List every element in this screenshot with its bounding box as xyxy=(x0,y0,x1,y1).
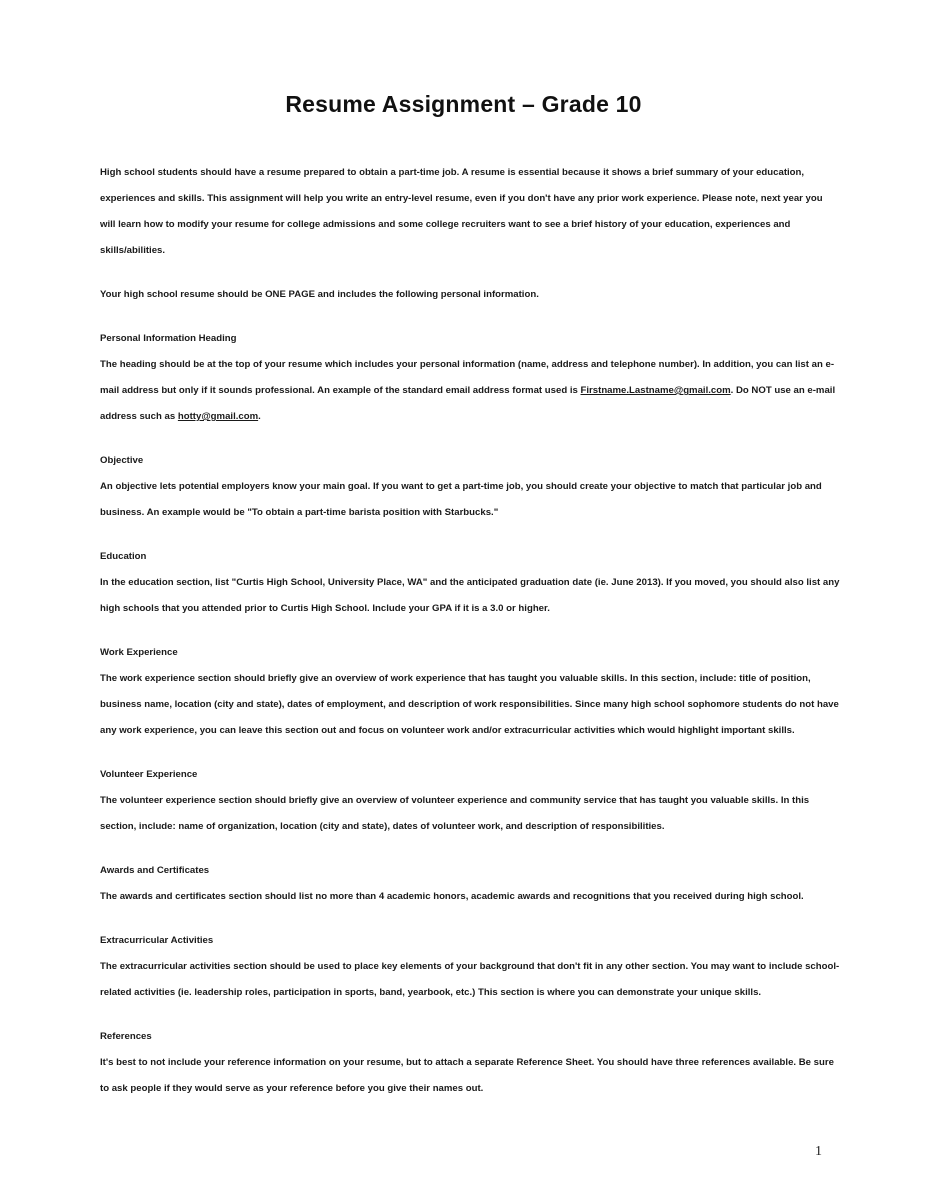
references-paragraph: It's best to not include your reference information on your resume, but to attach a separate Reference Sheet. You should have three references available. Be sure to ask people if they would serve as your reference before you give their names out. xyxy=(100,1057,834,1094)
references-heading: References xyxy=(100,1031,152,1042)
personal-paragraph xyxy=(100,352,840,430)
objective-paragraph: An objective lets potential employers know your main goal. If you want to get a part-time job, you should create your objective to match that particular job and business. An example would be "To obtain a part-time barista position with Starbucks." xyxy=(100,481,822,518)
objective-heading: Objective xyxy=(100,455,144,466)
education-paragraph: In the education section, list "Curtis High School, University Place, WA" and the anticipated graduation date (ie. June 2013). If you moved, you should also list any high schools that you attended prior to Curtis High School. Include your GPA if it is a 3.0 or higher. xyxy=(100,577,840,614)
personal-text: The heading should be at the top of your resume which includes your personal information (name, address and telephone number). In addition, you can list an e-mail address but only if it sounds professional. An example of the standard email address format used is xyxy=(100,359,835,396)
email-example-link[interactable]: Firstname.Lastname@gmail.com xyxy=(580,385,731,396)
bad-email-link[interactable]: hotty@gmail.com xyxy=(177,411,259,422)
page-number: 1 xyxy=(815,1144,822,1159)
awards-paragraph: The awards and certificates section should list no more than 4 academic honors, academic awards and recognitions that you received during high school. xyxy=(100,891,804,902)
education-heading: Education xyxy=(100,551,147,562)
volunteer-heading: Volunteer Experience xyxy=(100,769,198,780)
personal-end: . xyxy=(258,411,261,422)
awards-heading: Awards and Certificates xyxy=(100,865,210,876)
intro-paragraph: High school students should have a resume prepared to obtain a part-time job. A resume is essential because it shows a brief summary of your education, experiences and skills. This assignment will help you write an entry-level resume, even if you don't have any prior work experience. Please note, next year you will learn how to modify your resume for college admissions and some college recruiters want to see a brief history of your education, experiences and skills/abilities. xyxy=(100,167,823,256)
document-title: Resume Assignment – Grade 10 xyxy=(285,91,642,117)
extracurricular-paragraph: The extracurricular activities section should be used to place key elements of your background that don't fit in any other section. You may want to include school-related activities (ie. leadership roles, participation in sports, band, yearbook, etc.) This section is where you can demonstrate your unique skills. xyxy=(100,961,840,998)
volunteer-paragraph: The volunteer experience section should briefly give an overview of volunteer experience and community service that has taught you valuable skills. In this section, include: name of organization, location (city and state), dates of volunteer work, and description of responsibilities. xyxy=(100,795,810,832)
work-heading: Work Experience xyxy=(100,647,178,658)
work-paragraph: The work experience section should briefly give an overview of work experience that has taught you valuable skills. In this section, include: title of position, business name, location (city and state), dates of employment, and description of work responsibilities. Since many high school sophomore students do not have any work experience, you can leave this section out and focus on volunteer work and/or extracurricular activities which would highlight important skills. xyxy=(100,673,839,736)
extracurricular-heading: Extracurricular Activities xyxy=(100,935,214,946)
document-body xyxy=(100,160,840,1102)
personal-heading: Personal Information Heading xyxy=(100,333,237,344)
do-not-text: . Do NOT use an e-mail address such as xyxy=(100,385,836,422)
one-page-note: Your high school resume should be ONE PAGE and includes the following personal information. xyxy=(100,289,539,300)
